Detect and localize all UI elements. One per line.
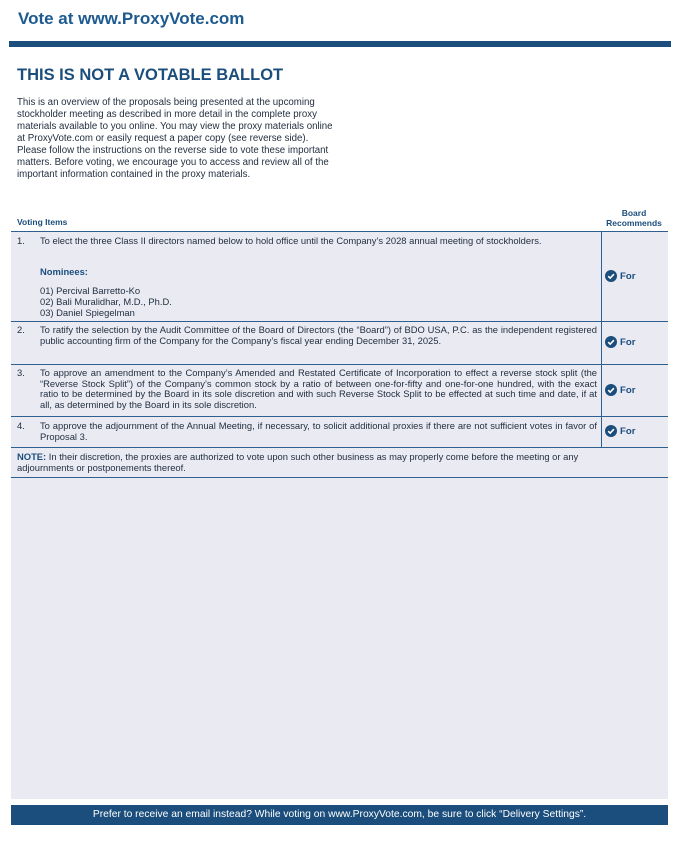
board-header-line1: Board — [621, 208, 647, 218]
board-recommendation-4 — [605, 425, 635, 437]
recommendation-label: For — [620, 384, 636, 396]
voting-items-header: Voting Items — [17, 217, 68, 227]
check-circle-icon — [605, 425, 617, 437]
voting-item-2 — [17, 325, 597, 359]
board-header-line2: Recommends — [606, 218, 662, 228]
board-recommendation-1 — [605, 270, 635, 282]
check-circle-icon — [605, 270, 617, 282]
footer-banner: Prefer to receive an email instead? While voting on www.ProxyVote.com, be sure to click “Delivery Settings”. — [11, 805, 668, 825]
board-recommendation-3 — [605, 384, 635, 396]
note-text: In their discretion, the proxies are authorized to vote upon such other business as may properly come before the meeting or any adjournments or postponements thereof. — [17, 451, 579, 473]
row-divider — [11, 321, 668, 322]
recommendation-label: For — [620, 336, 636, 348]
board-recommends-header — [600, 208, 668, 228]
nominee-item: 01) Percival Barretto-Ko — [40, 285, 141, 296]
item-text: To ratify the selection by the Audit Committee of the Board of Directors (the “Board”) of BDO USA, P.C. as the independent registered public accounting firm of the Company for the Company’s fiscal year ending December 31, 2025. — [40, 324, 597, 346]
item-text: To elect the three Class II directors named below to hold office until the Company’s 2028 annual meeting of stockholders. — [40, 235, 542, 246]
board-recommendation-2 — [605, 336, 635, 348]
ballot-title: THIS IS NOT A VOTABLE BALLOT — [17, 66, 284, 84]
note-paragraph — [17, 452, 597, 473]
nominee-item: 02) Bali Muralidhar, M.D., Ph.D. — [40, 296, 172, 307]
item-number: 4. — [17, 420, 25, 431]
header-divider — [9, 41, 671, 47]
check-circle-icon — [605, 384, 617, 396]
item-text: To approve the adjournment of the Annual Meeting, if necessary, to solicit additional proxies if there are not sufficient votes in favor of Proposal 3. — [40, 420, 597, 442]
row-divider — [11, 231, 668, 232]
voting-item-4 — [17, 421, 597, 444]
note-label: NOTE: — [17, 451, 47, 462]
voting-item-1 — [17, 236, 597, 258]
recommendation-label: For — [620, 425, 636, 437]
check-circle-icon — [605, 336, 617, 348]
row-divider — [11, 364, 668, 365]
intro-paragraph: This is an overview of the proposals being presented at the upcoming stockholder meeting as described in more detail in the complete proxy materials available to you online. You may view the proxy materials online at ProxyVote.com or easily request a paper copy (see reverse side). Please follow the instructions on the reverse side to vote these important matters. Before voting, we encourage you to access and review all of the important information contained in the proxy materials. — [17, 97, 333, 180]
column-divider — [601, 231, 602, 447]
header-title: Vote at www.ProxyVote.com — [18, 9, 245, 28]
item-number: 1. — [17, 235, 25, 246]
row-divider — [11, 477, 668, 478]
row-divider — [11, 416, 668, 417]
recommendation-label: For — [620, 270, 636, 282]
row-divider — [11, 447, 668, 448]
item-number: 2. — [17, 324, 25, 335]
item-number: 3. — [17, 367, 25, 378]
nominees-label: Nominees: — [40, 266, 88, 277]
voting-item-3 — [17, 368, 597, 413]
item-text: To approve an amendment to the Company’s Amended and Restated Certificate of Incorporation to effect a reverse stock split (the “Reverse Stock Split”) of the Company’s common stock by a ratio of between one-for-fifty and one-for-one hundred, with the exact ratio to be determined by the Board in its sole discretion and with such Reverse Stock Split to be effected at such time and date, if at all, as determined by the Board in its sole discretion. — [40, 367, 597, 410]
nominee-item: 03) Daniel Spiegelman — [40, 307, 135, 318]
